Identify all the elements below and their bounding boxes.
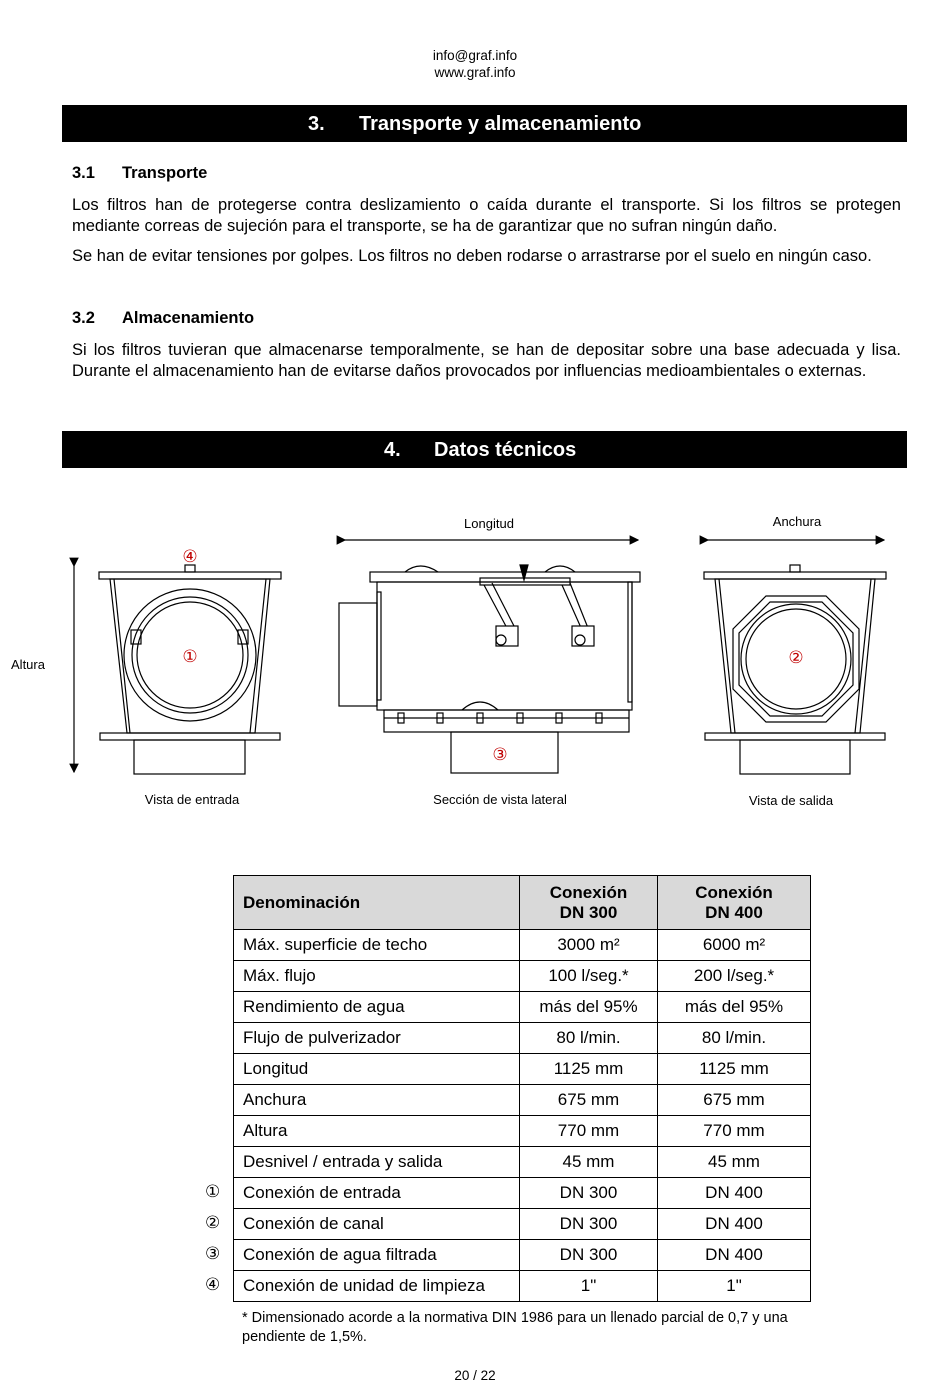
- section-3-number: 3.: [308, 113, 325, 135]
- table-row: [234, 1147, 811, 1178]
- subsection-title: Transporte: [122, 164, 208, 182]
- table-row: [234, 1240, 811, 1271]
- paragraph: Los filtros han de protegerse contra deslizamiento o caída durante el transporte. Si los filtros se protegen mediante correas de sujeción para el transporte, se ha de garantizar que no sufran ningún daño.: [72, 196, 901, 235]
- table-cell: más del 95%: [658, 992, 811, 1023]
- table-cell: Flujo de pulverizador: [234, 1023, 520, 1054]
- table-row: [234, 1271, 811, 1302]
- table-cell: 1125 mm: [520, 1054, 658, 1085]
- table-cell: 80 l/min.: [658, 1023, 811, 1054]
- table-row: [234, 1054, 811, 1085]
- table-cell: Desnivel / entrada y salida: [234, 1147, 520, 1178]
- subsection-number: 3.1: [72, 164, 95, 182]
- table-cell: Longitud: [234, 1054, 520, 1085]
- table-cell: 770 mm: [658, 1116, 811, 1147]
- technical-data-table: [233, 875, 811, 1302]
- length-label: Longitud: [464, 516, 514, 531]
- side-section-view: [339, 565, 640, 773]
- side-view-caption: Sección de vista lateral: [433, 792, 567, 807]
- row-marker-4: ④: [205, 1275, 221, 1294]
- header-cell: Conexión DN 300: [520, 876, 658, 930]
- subsection-title: Almacenamiento: [122, 309, 255, 327]
- marker-2: ②: [788, 648, 804, 667]
- table-cell: 80 l/min.: [520, 1023, 658, 1054]
- marker-4: ④: [182, 547, 198, 566]
- table-cell: Conexión de agua filtrada: [234, 1240, 520, 1271]
- section-4-title: Datos técnicos: [434, 439, 577, 461]
- subsection-number: 3.2: [72, 309, 95, 327]
- table-cell: 45 mm: [658, 1147, 811, 1178]
- table-cell: 1": [520, 1271, 658, 1302]
- exit-view: [704, 565, 886, 774]
- table-row: [234, 992, 811, 1023]
- table-cell: 1125 mm: [658, 1054, 811, 1085]
- entry-view-caption: Vista de entrada: [144, 792, 240, 807]
- table-row: [234, 961, 811, 992]
- table-row: [234, 930, 811, 961]
- table-cell: 200 l/seg.*: [658, 961, 811, 992]
- table-cell: 3000 m²: [520, 930, 658, 961]
- paragraph: Si los filtros tuvieran que almacenarse temporalmente, se han de depositar sobre una base adecuada y lisa. Durante el almacenamiento han de evitarse daños provocados por influencias medioambientales o externas.: [72, 341, 901, 380]
- table-footnote: * Dimensionado acorde a la normativa DIN 1986 para un llenado parcial de 0,7 y una pendiente de 1,5%.: [242, 1310, 788, 1345]
- table-cell: Máx. flujo: [234, 961, 520, 992]
- row-marker-2: ②: [205, 1213, 221, 1232]
- table-row: [234, 1085, 811, 1116]
- header-cell: Denominación: [234, 876, 520, 930]
- section-3-title: Transporte y almacenamiento: [359, 113, 642, 135]
- table-cell: 1": [658, 1271, 811, 1302]
- table-row: [234, 1116, 811, 1147]
- table-cell: DN 300: [520, 1209, 658, 1240]
- row-marker-1: ①: [205, 1182, 221, 1201]
- table-cell: DN 400: [658, 1240, 811, 1271]
- table-cell: DN 300: [520, 1178, 658, 1209]
- table-cell: 675 mm: [520, 1085, 658, 1116]
- height-label: Altura: [11, 657, 45, 672]
- header-email: info@graf.info: [432, 48, 518, 63]
- marker-1: ①: [182, 647, 198, 666]
- table-cell: 45 mm: [520, 1147, 658, 1178]
- table-cell: 6000 m²: [658, 930, 811, 961]
- table-header-row: [234, 876, 811, 930]
- table-cell: DN 300: [520, 1240, 658, 1271]
- paragraph: Se han de evitar tensiones por golpes. Los filtros no deben rodarse o arrastrarse por el suelo en ningún caso.: [72, 247, 872, 265]
- row-marker-3: ③: [205, 1244, 221, 1263]
- header-website: www.graf.info: [434, 65, 516, 80]
- table-cell: Máx. superficie de techo: [234, 930, 520, 961]
- table-cell: Conexión de canal: [234, 1209, 520, 1240]
- marker-3: ③: [492, 745, 508, 764]
- entry-view: [99, 547, 281, 774]
- header-cell: Conexión DN 400: [658, 876, 811, 930]
- table-cell: Conexión de entrada: [234, 1178, 520, 1209]
- table-cell: Rendimiento de agua: [234, 992, 520, 1023]
- table-cell: DN 400: [658, 1178, 811, 1209]
- table-cell: 100 l/seg.*: [520, 961, 658, 992]
- table-cell: Anchura: [234, 1085, 520, 1116]
- table-row: [234, 1178, 811, 1209]
- table-cell: más del 95%: [520, 992, 658, 1023]
- table-cell: Altura: [234, 1116, 520, 1147]
- page-number: 20 / 22: [454, 1368, 496, 1383]
- section-4-number: 4.: [384, 439, 401, 461]
- exit-view-caption: Vista de salida: [748, 793, 834, 808]
- table-cell: Conexión de unidad de limpieza: [234, 1271, 520, 1302]
- table-cell: 675 mm: [658, 1085, 811, 1116]
- width-label: Anchura: [772, 514, 822, 529]
- table-cell: DN 400: [658, 1209, 811, 1240]
- table-row: [234, 1023, 811, 1054]
- table-cell: 770 mm: [520, 1116, 658, 1147]
- table-row: [234, 1209, 811, 1240]
